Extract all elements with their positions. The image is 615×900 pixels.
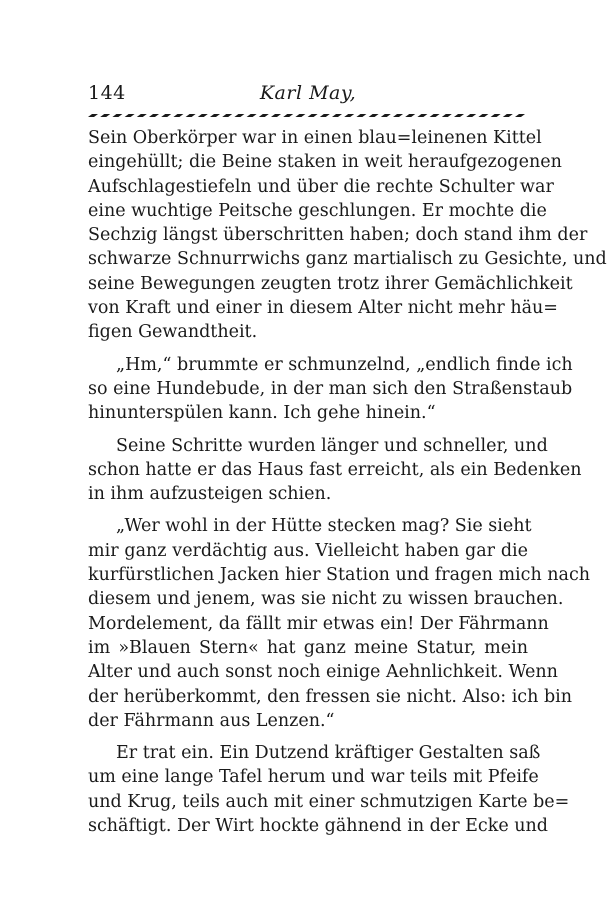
paragraph-gap [88,345,528,353]
rule-mark [137,114,147,117]
rule-mark [369,114,379,117]
text-line: der herüberkommt, den fressen sie nicht. Also: ich bin [88,686,573,707]
text-line: kurfürstlichen Jacken hier Station und fragen mich nach [88,565,591,586]
text-line: von Kraft und einer in diesem Alter nicht mehr häu= [88,298,558,319]
rule-mark [173,114,183,117]
rule-mark [88,114,98,117]
page-number: 144 [88,82,126,104]
text-line: mir ganz verdächtig aus. Vielleicht haben gar die [88,540,528,561]
text-line: seine Bewegungen zeugten trotz ihrer Gemächlichkeit [88,273,573,294]
text-line: der Fährmann aus Lenzen.“ [88,710,335,731]
text-line: so eine Hundebude, in der man sich den Straßenstaub [88,378,573,399]
page-header [88,82,528,110]
rule-mark [100,114,110,117]
paragraph [88,353,573,426]
rule-mark [478,114,488,117]
rule-mark [222,114,232,117]
paragraph-gap [88,426,528,434]
rule-mark [186,114,196,117]
rule-mark [234,114,244,117]
text-line: „Wer wohl in der Hütte stecken mag? Sie sieht [116,516,532,537]
text-line: Sein Oberkörper war in einen blau=leinenen Kittel [88,128,542,148]
rule-mark [405,114,415,117]
text-line: Aufschlagestiefeln und über die rechte Schulter war [88,176,554,197]
rule-mark [198,114,208,117]
paragraph [88,434,582,507]
text-line: Alter und auch sonst noch einige Aehnlichkeit. Wenn [88,662,558,683]
rule-mark [295,114,305,117]
text-line: um eine lange Tafel herum und war teils mit Pfeife [88,767,539,788]
rule-mark [442,114,452,117]
rule-mark [491,114,501,117]
rule-mark [466,114,476,117]
paragraph [88,126,607,345]
rule-mark [210,114,220,117]
rule-mark [332,114,342,117]
text-line: hinunterspülen kann. Ich gehe hinein.“ [88,403,436,424]
paragraph-gap [88,506,528,514]
paragraph [88,741,570,838]
text-line: schwarze Schnurrwichs ganz martialisch zu Gesichte, und [88,249,607,270]
rule-mark [503,114,513,117]
text-line: und Krug, teils auch mit einer schmutzigen Karte be= [88,791,570,812]
text-line: diesem und jenem, was sie nicht zu wissen brauchen. [88,589,564,610]
rule-mark [515,114,525,117]
text-line: figen Gewandtheit. [88,322,258,343]
rule-mark [417,114,427,117]
rule-mark [112,114,122,117]
rule-mark [381,114,391,117]
rule-mark [247,114,257,117]
rule-mark [271,114,281,117]
text-line: eingehüllt; die Beine staken in weit heraufgezogenen [88,152,562,173]
text-line: Sechzig längst überschritten haben; doch stand ihm der [88,225,588,246]
text-line: Er trat ein. Ein Dutzend kräftiger Gestalten saß [116,743,541,764]
rule-mark [393,114,403,117]
text-line: in ihm aufzusteigen schien. [88,484,332,505]
rule-mark [259,114,269,117]
rule-mark [308,114,318,117]
text-line: eine wuchtige Peitsche geschlungen. Er mochte die [88,200,547,221]
rule-mark [283,114,293,117]
rule-mark [430,114,440,117]
running-head: Karl May, [259,82,357,104]
text-line: schäftigt. Der Wirt hockte gähnend in der Ecke und [88,816,548,837]
paragraph-gap [88,733,528,741]
text-line: im »Blauen Stern« hat ganz meine Statur, mein [88,637,528,658]
text-line: schon hatte er das Haus fast erreicht, als ein Bedenken [88,459,582,480]
rule-mark [161,114,171,117]
text-line: „Hm,“ brummte er schmunzelnd, „endlich finde ich [116,354,573,375]
decorative-rule [88,111,528,121]
paragraph [88,514,591,733]
rule-mark [356,114,366,117]
rule-mark [344,114,354,117]
rule-mark [454,114,464,117]
rule-mark [125,114,135,117]
rule-mark [320,114,330,117]
text-line: Mordelement, da fällt mir etwas ein! Der Fährmann [88,613,549,634]
body-text [88,126,607,838]
text-line: Seine Schritte wurden länger und schneller, und [116,435,548,456]
rule-mark [149,114,159,117]
